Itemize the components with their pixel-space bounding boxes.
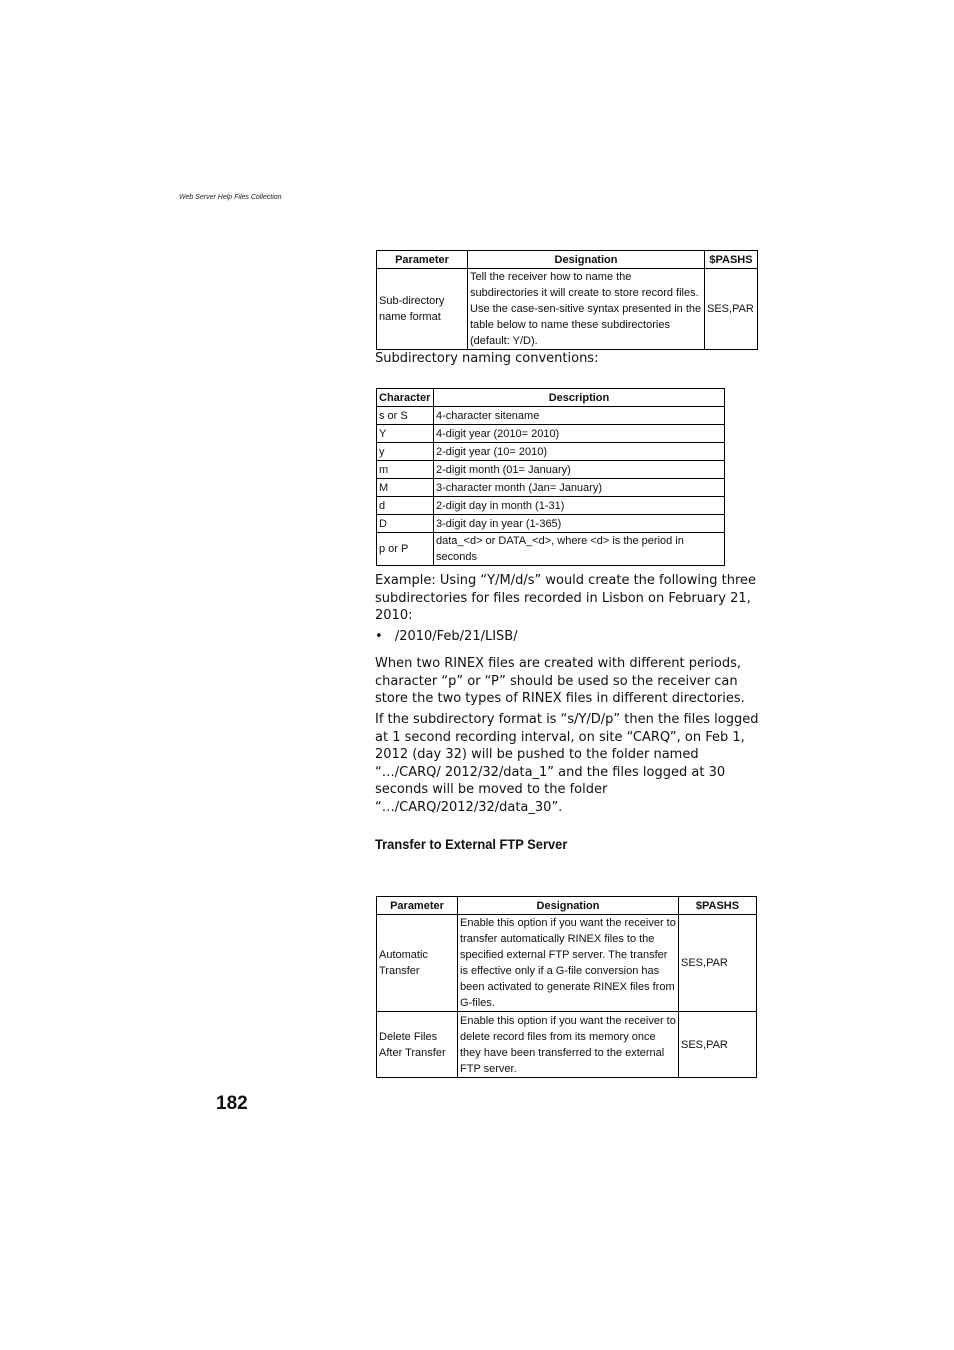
table-row [377,497,725,515]
character-cell: s or S [377,407,434,425]
column-header-character: Character [377,389,434,407]
subdirectory-intro: Subdirectory naming conventions: [375,351,599,366]
description-cell: 2-digit year (10= 2010) [434,443,725,461]
description-cell: 2-digit day in month (1-31) [434,497,725,515]
table-row [377,1012,757,1078]
designation-cell: Enable this option if you want the receiver to transfer automatically RINEX files to the specified external FTP server. The transfer is effective only if a G-file conversion has been activated to generate RINEX files from G-files. [458,915,679,1012]
naming-conventions-table [376,388,725,566]
parameter-table-ftp [376,896,757,1078]
table-row [377,915,757,1012]
table-row [377,479,725,497]
table-row [377,425,725,443]
table-row [377,443,725,461]
pashs-cell: SES,PAR [679,1012,757,1078]
table-row [377,407,725,425]
character-cell: Y [377,425,434,443]
parameter-cell: Automatic Transfer [377,915,458,1012]
page-number: 182 [216,1093,248,1114]
table-header-row [377,897,757,915]
table-row [377,533,725,566]
rinex-paragraph: When two RINEX files are created with different periods, character “p” or “P” should be used so the receiver can store the two types of RINEX files in different directories. [375,656,745,706]
column-header-designation: Designation [468,251,705,269]
table-header-row [377,251,758,269]
column-header-parameter: Parameter [377,251,468,269]
table-row [377,269,758,350]
parameter-cell: Sub-directory name format [377,269,468,350]
bullet-text: /2010/Feb/21/LISB/ [394,629,518,644]
designation-cell: Tell the receiver how to name the subdirectories it will create to store record files. Use the case-sen-sitive syntax presented in the table below to name these subdirectories (default: Y/D). [468,269,705,350]
column-header-pashs: $PASHS [705,251,758,269]
table-row [377,515,725,533]
subdir-format-paragraph: If the subdirectory format is “s/Y/D/p” then the files logged at 1 second recording interval, on site “CARQ”, on Feb 1, 2012 (day 32) will be pushed to the folder named “…/CARQ/ 2012/32/data_1” and the files logged at 30 seconds will be moved to the folder “…/CARQ/2012/32/data_30”. [375,712,759,815]
bullet-symbol: • [375,629,383,644]
column-header-description: Description [434,389,725,407]
pashs-cell: SES,PAR [705,269,758,350]
description-cell: 4-character sitename [434,407,725,425]
character-cell: d [377,497,434,515]
column-header-designation: Designation [458,897,679,915]
description-cell: 3-character month (Jan= January) [434,479,725,497]
parameter-cell: Delete Files After Transfer [377,1012,458,1078]
character-cell: D [377,515,434,533]
description-cell: 3-digit day in year (1-365) [434,515,725,533]
description-cell: 2-digit month (01= January) [434,461,725,479]
parameter-table-subdirectory [376,250,758,350]
description-cell: data_<d> or DATA_<d>, where <d> is the period in seconds [434,533,725,566]
table-header-row [377,389,725,407]
designation-cell: Enable this option if you want the receiver to delete record files from its memory once they have been transferred to the external FTP server. [458,1012,679,1078]
bullet-item [375,628,760,646]
character-cell: m [377,461,434,479]
character-cell: y [377,443,434,461]
table-row [377,461,725,479]
running-header: Web Server Help Files Collection [179,194,282,201]
pashs-cell: SES,PAR [679,915,757,1012]
section-heading: Transfer to External FTP Server [375,836,568,852]
column-header-pashs: $PASHS [679,897,757,915]
character-cell: M [377,479,434,497]
character-cell: p or P [377,533,434,566]
example-paragraph: Example: Using “Y/M/d/s” would create the following three subdirectories for files recorded in Lisbon on February 21, 2010: [375,573,757,623]
description-cell: 4-digit year (2010= 2010) [434,425,725,443]
column-header-parameter: Parameter [377,897,458,915]
